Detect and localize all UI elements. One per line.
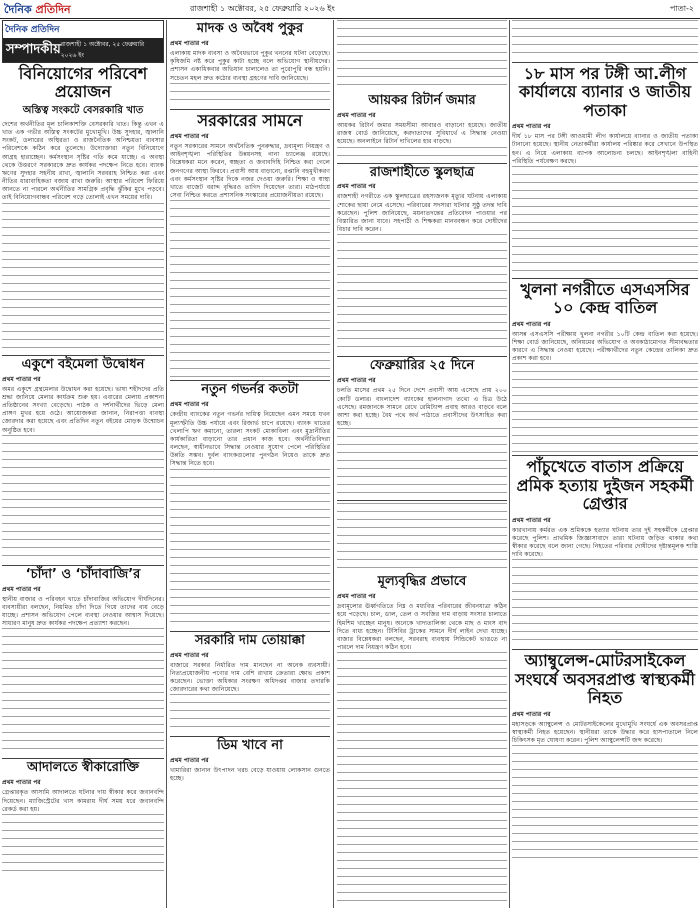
dateline: রাজশাহী ১ অক্টোবর, ২৫ ফেব্রুয়ারি ২০২৬ ইং xyxy=(190,4,335,13)
article-body-continued xyxy=(2,814,164,874)
article-body-continued xyxy=(2,435,164,563)
article-body-continued xyxy=(337,428,507,498)
masthead xyxy=(0,0,700,19)
column-4 xyxy=(512,20,698,908)
article-body: মহাসড়কে অ্যাম্বুলেন্স ও মোটরসাইকেলের মুখোমুখি সংঘর্ষে এক অবসরপ্রাপ্ত স্বাস্থ্যকর্মী নিহত হয়েছেন। স্থানীয়রা তাকে উদ্ধার করে হাসপাতালে নিলে চিকিৎসক মৃত ঘোষণা করেন। পুলিশ অ্যাম্বুলেন্সটি জব্দ করেছে। xyxy=(512,720,698,744)
article-body: রাজশাহী নগরীতে এক স্কুলছাত্রের রহস্যজনক মৃত্যুর ঘটনায় এলাকায় শোকের ছায়া নেমে এসেছে। পরিবারের সদস্যরা ঘটনার সুষ্ঠু তদন্ত দাবি করেছেন। পুলিশ জানিয়েছে, ময়নাতদন্তের প্রতিবেদন পাওয়ার পর বিস্তারিত জানা যাবে। সহপাঠী ও শিক্ষকরা মানববন্ধন করে দোষীদের বিচার দাবি করেন। xyxy=(337,193,507,234)
article-byline: প্রথম পাতার পর xyxy=(337,593,376,601)
article-body-continued xyxy=(512,559,698,647)
article-byline: প্রথম পাতার পর xyxy=(170,39,209,47)
article-byline: প্রথম পাতার পর xyxy=(512,710,551,718)
article-byline: প্রথম পাতার পর xyxy=(2,779,41,787)
editorial-header xyxy=(2,20,164,63)
column-divider xyxy=(166,20,167,908)
article-byline: প্রথম পাতার পর xyxy=(170,651,209,659)
article-body: বাজারে সরকার নির্ধারিত দাম মানছেন না অনেক ব্যবসায়ী। নিত্যপ্রয়োজনীয় পণ্যের দাম বেশি রাখায় ক্রেতারা ক্ষোভ প্রকাশ করেছেন। ভোক্তা অধিকার সংরক্ষণ অধিদপ্তর বাজার তদারকি জোরদারের কথা জানিয়েছে। xyxy=(170,661,330,694)
page-number: পাতা-২ xyxy=(670,4,694,13)
article-body: আসন্ন এসএসসি পরীক্ষায় খুলনা নগরীর ১০টি কেন্দ্র বাতিল করা হয়েছে। শিক্ষা বোর্ড জানিয়েছে, অনিয়মের অভিযোগ ও অবকাঠামোগত সীমাবদ্ধতার কারণে এ সিদ্ধান্ত নেওয়া হয়েছে। পরীক্ষার্থীদের নতুন কেন্দ্রের তালিকা দ্রুত প্রকাশ করা হবে। xyxy=(512,330,698,363)
article-headline[interactable]: খুলনা নগরীতে এসএসসির ১০ কেন্দ্র বাতিল xyxy=(520,279,690,318)
article-headline[interactable]: পাঁচুখেতে বাতাস প্রক্রিয়ে প্রমিক হত্যায় দুইজন সহকর্মী গ্রেপ্তার xyxy=(516,457,694,514)
article-body: দীর্ঘ ১৮ মাস পর টঙ্গী আওয়ামী লীগ কার্যালয়ে ব্যানার ও জাতীয় পতাকা টানানো হয়েছে। স্থানীয় নেতাকর্মীরা কার্যালয় পরিষ্কার করে সেখানে উপস্থিত হন। এ নিয়ে এলাকায় ব্যাপক আলোচনা চলছে। আইনশৃঙ্খলা বাহিনী পরিস্থিতি পর্যবেক্ষণ করছে। xyxy=(512,133,698,165)
editorial-body: দেশের অর্থনীতির মূল চালিকাশক্তি বেসরকারি খাত। কিন্তু এখন এ খাত এক গভীর অস্তিত্ব সংকটের মুখোমুখি। উচ্চ সুদহার, জ্বালানি সংকট, ডলারের অস্থিরতা ও রাজনৈতিক অনিশ্চয়তা ব্যবসার পরিবেশকে কঠিন করে তুলেছে। উদ্যোক্তারা নতুন বিনিয়োগে আগ্রহ হারাচ্ছেন। কর্মসংস্থান সৃষ্টির গতি কমে যাচ্ছে। এ অবস্থা থেকে উত্তরণে সরকারকে দ্রুত কার্যকর পদক্ষেপ নিতে হবে। ব্যাংক ঋণের সুদহার সহনীয় রাখা, জ্বালানি সরবরাহ নিশ্চিত করা এবং নীতির ধারাবাহিকতা বজায় রাখা জরুরি। আস্থার পরিবেশ ফিরিয়ে আনতে না পারলে অর্থনীতির সামগ্রিক প্রবৃদ্ধি ঝুঁকির মুখে পড়বে। তাই বিনিয়োগবান্ধব পরিবেশ গড়ে তোলাই এখন সময়ের দাবি। xyxy=(2,120,164,202)
column-3 xyxy=(337,20,507,908)
newspaper-logo[interactable]: দৈনিক প্রতিদিন xyxy=(4,3,71,16)
article-body: দ্রব্যমূল্যের ঊর্ধ্বগতিতে নিম্ন ও মধ্যবিত্ত পরিবারের জীবনযাত্রা কঠিন হয়ে পড়েছে। চাল, ডাল, তেল ও সবজির দাম বাড়ায় সংসার চালাতে হিমশিম খাচ্ছেন মানুষ। অনেকে খাদ্যতালিকা থেকে মাছ ও মাংস বাদ দিতে বাধ্য হচ্ছেন। টিসিবির ট্রাকের সামনে দীর্ঘ লাইন দেখা যাচ্ছে। বাজার বিশ্লেষকরা বলছেন, সরবরাহ ব্যবস্থায় সিন্ডিকেট ভাঙতে না পারলে দাম নিয়ন্ত্রণ কঠিন হবে। xyxy=(337,603,507,652)
article-byline: প্রথম পাতার পর xyxy=(512,516,551,524)
article-byline: প্রথম পাতার পর xyxy=(512,123,551,131)
article-body-continued xyxy=(512,166,698,276)
article-body-continued xyxy=(170,200,330,378)
article-byline: প্রথম পাতার পর xyxy=(337,111,376,119)
article-body: অমর একুশে গ্রন্থমেলার উদ্বোধন করা হয়েছে। ভাষা শহীদদের প্রতি শ্রদ্ধা জানিয়ে মেলার কার্যক্রম শুরু হয়। এবারের মেলায় প্রকাশনা প্রতিষ্ঠানের সংখ্যা বেড়েছে। পাঠক ও দর্শনার্থীদের ভিড়ে মেলা প্রাঙ্গণ মুখর হয়ে ওঠে। আয়োজকরা জানান, নিরাপত্তা ব্যবস্থা জোরদার করা হয়েছে এবং প্রতিদিন নতুন বইয়ের মোড়ক উন্মোচন অনুষ্ঠিত হবে। xyxy=(2,385,164,434)
article-headline[interactable]: মাদক ও অবৈধ পুকুর xyxy=(196,21,304,36)
column-1 xyxy=(2,20,164,908)
editorial-title-bar xyxy=(3,38,163,62)
article-body: এলাকায় মাদক ব্যবসা ও অবৈধভাবে পুকুর খননের ঘটনা বেড়েছে। কৃষিজমি নষ্ট করে পুকুর কাটা হচ্ছে বলে অভিযোগ স্থানীয়দের। প্রশাসন একাধিকবার অভিযান চালালেও তা পুরোপুরি বন্ধ হয়নি। সচেতন মহল দ্রুত কঠোর ব্যবস্থা গ্রহণের দাবি জানিয়েছে। xyxy=(170,49,330,82)
editorial-headline[interactable]: বিনিয়োগের পরিবেশ প্রয়োজন xyxy=(18,64,148,102)
article-byline: প্রথম পাতার পর xyxy=(170,401,209,409)
article-headline[interactable]: একুশে বইমেলা উদ্বোধন xyxy=(21,356,145,372)
article-byline: প্রথম পাতার পর xyxy=(337,377,376,385)
article-byline: প্রথম পাতার পর xyxy=(2,375,41,383)
article-body-continued xyxy=(337,20,507,92)
article-body: কারখানায় কর্মরত এক শ্রমিককে হত্যার ঘটনায় তার দুই সহকর্মীকে গ্রেপ্তার করেছে পুলিশ। প্রাথমিক জিজ্ঞাসাবাদে তারা ঘটনায় জড়িত থাকার কথা স্বীকার করেছে বলে জানা গেছে। নিহতের পরিবার দোষীদের দৃষ্টান্তমূলক শাস্তি দাবি করেছে। xyxy=(512,526,698,559)
article-body-continued xyxy=(337,503,507,573)
article-headline[interactable]: আদালতে স্বীকারোক্তি xyxy=(27,760,139,776)
article-headline[interactable]: সরকারের সামনে xyxy=(197,110,303,130)
article-body-continued xyxy=(512,20,698,60)
article-body-continued xyxy=(337,652,507,908)
column-divider xyxy=(509,20,510,908)
article-body-continued xyxy=(170,694,330,734)
article-headline[interactable]: নতুন গভর্নর কতটা xyxy=(201,382,299,398)
article-body: স্থানীয় বাজার ও পরিবহন খাতে চাঁদাবাজির অভিযোগ দীর্ঘদিনের। ব্যবসায়ীরা বলছেন, নিয়মিত চাঁদা দিতে গিয়ে তাদের ব্যয় বেড়ে যাচ্ছে। প্রশাসন অভিযোগ পেলে ব্যবস্থা নেওয়ার আশ্বাস দিয়েছে। সাধারণ মানুষ দ্রুত কার্যকর পদক্ষেপ প্রত্যাশা করছেন। xyxy=(2,595,164,628)
editorial-date: রাজশাহী ১ অক্টোবর, ২৫ ফেব্রুয়ারি ২০২৬ ইং xyxy=(60,41,145,59)
article-headline[interactable]: ফেব্রুয়ারির ২৫ দিনে xyxy=(369,358,475,374)
article-headline[interactable]: ডিম খাবে না xyxy=(217,738,283,754)
editorial-logo: দৈনিক প্রতিদিন xyxy=(5,25,60,35)
article-body: নতুন সরকারের সামনে অর্থনৈতিক পুনরুদ্ধার, দ্রব্যমূল্য নিয়ন্ত্রণ ও আইনশৃঙ্খলা পরিস্থিতির উন্নয়নসহ নানা চ্যালেঞ্জ রয়েছে। বিশ্লেষকরা মনে করেন, স্বচ্ছতা ও জবাবদিহি নিশ্চিত করা গেলে জনগণের আস্থা ফিরবে। প্রবাসী আয় বাড়ানো, রপ্তানি বহুমুখীকরণ এবং কর্মসংস্থান সৃষ্টির দিকে নজর দেওয়া জরুরি। শিক্ষা ও স্বাস্থ্য খাতে বাজেট বরাদ্দ বৃদ্ধিরও তাগিদ দিয়েছেন তারা। মাঠপর্যায়ে সেবা নিশ্চিত করতে প্রশাসনিক সংস্কারের প্রয়োজনীয়তা রয়েছে। xyxy=(170,143,330,200)
article-body-continued xyxy=(170,469,330,629)
article-headline[interactable]: আয়কর রিটার্ন জমার xyxy=(368,93,476,108)
column-2 xyxy=(170,20,330,908)
article-byline: প্রথম পাতার পর xyxy=(170,133,209,141)
article-body-continued xyxy=(2,628,164,756)
article-byline: প্রথম পাতার পর xyxy=(337,183,376,191)
article-headline[interactable]: অ্যাম্বুলেন্স-মোটরসাইকেল সংঘর্ষে অবসরপ্রাপ্ত স্বাস্থ্যকর্মী নিহত xyxy=(515,651,695,708)
article-byline: প্রথম পাতার পর xyxy=(2,585,41,593)
article-byline: প্রথম পাতার পর xyxy=(170,757,209,765)
article-body: চলতি মাসের প্রথম ২৫ দিনে দেশে প্রবাসী আয় এসেছে প্রায় ২০০ কোটি ডলার। বাংলাদেশ ব্যাংকের হালনাগাদ তথ্যে এ চিত্র উঠে এসেছে। রমজানকে সামনে রেখে রেমিট্যান্স প্রবাহ আরও বাড়বে বলে আশা করা হচ্ছে। বৈধ পথে অর্থ পাঠাতে প্রবাসীদের উৎসাহিত করা হচ্ছে। xyxy=(337,387,507,428)
article-body-continued xyxy=(170,83,330,107)
article-headline[interactable]: ১৮ মাস পর টঙ্গী আ.লীগ কার্যালয়ে ব্যানার ও জাতীয় পতাকা xyxy=(518,64,692,120)
article-body-continued xyxy=(337,147,507,161)
article-body-continued xyxy=(337,234,507,354)
article-body-continued xyxy=(512,363,698,453)
article-byline: প্রথম পাতার পর xyxy=(512,320,551,328)
editorial-subhead: অস্তিত্ব সংকটে বেসরকারি খাত xyxy=(22,104,144,116)
article-body: খামারিরা জানান উৎপাদন খরচ বেড়ে যাওয়ায় লোকসান গুনতে হচ্ছে। xyxy=(170,767,330,783)
article-headline[interactable]: মূল্যবৃদ্ধির প্রভাবে xyxy=(377,574,467,590)
article-body: গ্রেপ্তারকৃত আসামি আদালতে ঘটনার দায় স্বীকার করে জবানবন্দি দিয়েছেন। ম্যাজিস্ট্রেটের খাস কামরায় দীর্ঘ সময় ধরে জবানবন্দি রেকর্ড করা হয়। xyxy=(2,789,164,813)
editorial-title: সম্পাদকীয় xyxy=(6,41,61,57)
article-body-continued xyxy=(512,745,698,865)
article-headline[interactable]: ‘চাঁদা’ ও ‘চাঁদাবাজি’র xyxy=(25,566,141,582)
article-headline[interactable]: সরকারি দাম তোয়াক্কা xyxy=(195,632,305,648)
editorial-body-continued xyxy=(2,203,164,353)
article-headline[interactable]: রাজশাহীতে স্কুলছাত্র xyxy=(369,164,475,180)
column-divider xyxy=(333,20,334,908)
article-body: আয়কর রিটার্ন জমার সময়সীমা আবারও বাড়ানো হয়েছে। জাতীয় রাজস্ব বোর্ড জানিয়েছে, করদাতাদের সুবিধার্থে এ সিদ্ধান্ত নেওয়া হয়েছে। অনলাইনে রিটার্ন দাখিলের হার বাড়ছে। xyxy=(337,121,507,146)
article-body: কেন্দ্রীয় ব্যাংকের নতুন গভর্নর দায়িত্ব নিয়েছেন এমন সময়ে যখন মূল্যস্ফীতি উচ্চ পর্যায়ে এবং রিজার্ভ চাপে রয়েছে। ব্যাংক খাতের খেলাপি ঋণ কমানো, তারল্য সংকট মোকাবিলা এবং মুদ্রানীতির কার্যকারিতা বাড়ানো তার প্রধান কাজ হবে। অর্থনীতিবিদরা বলছেন, স্বাধীনভাবে সিদ্ধান্ত নেওয়ার সুযোগ পেলে পরিস্থিতির উন্নতি সম্ভব। দুর্বল ব্যাংকগুলোর পুনর্গঠন নিয়েও তাকে দ্রুত সিদ্ধান্ত নিতে হবে। xyxy=(170,411,330,468)
